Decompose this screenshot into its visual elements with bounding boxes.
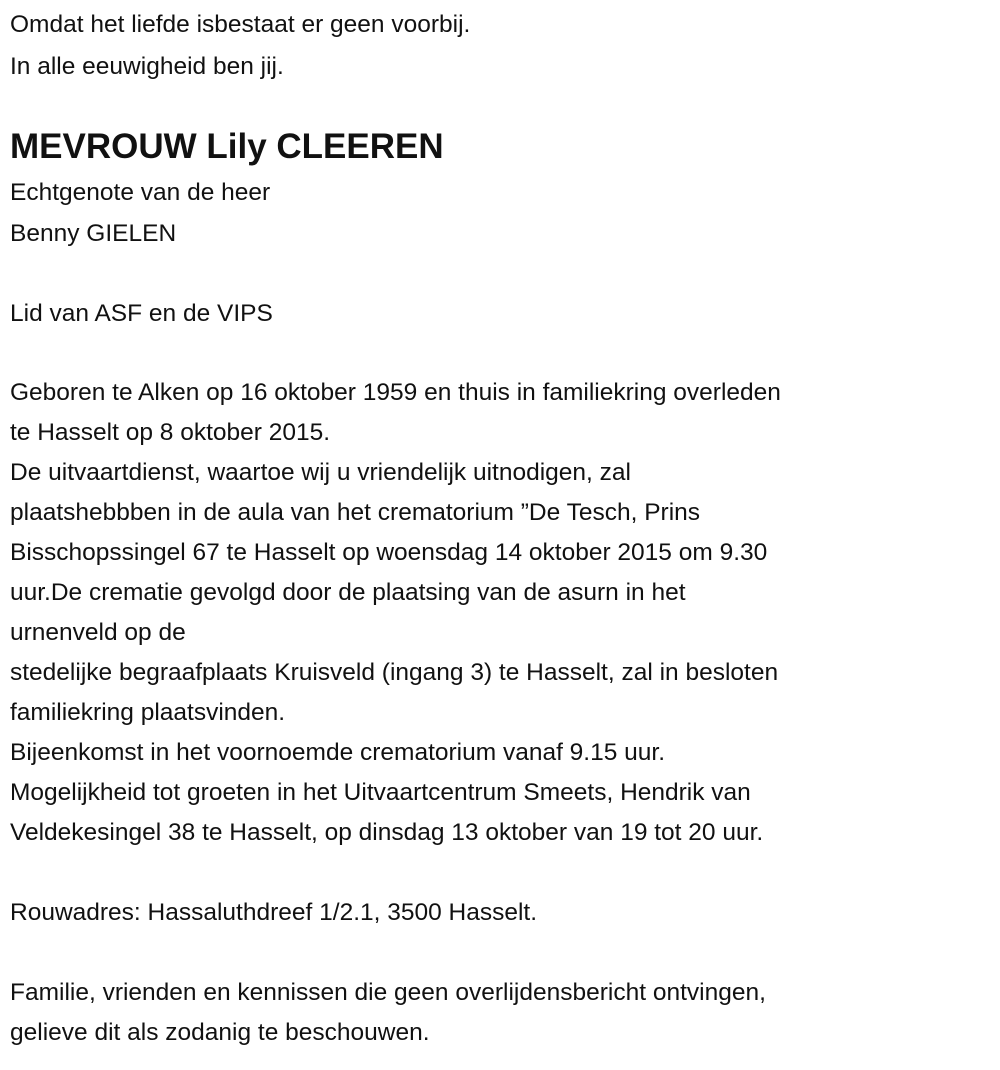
body-line: urnenveld op de xyxy=(10,619,186,646)
mourning-address: Rouwadres: Hassaluthdreef 1/2.1, 3500 Hasselt. xyxy=(10,899,538,926)
body-line: Geboren te Alken op 16 oktober 1959 en thuis in familiekring overleden xyxy=(10,379,781,406)
motto-line: In alle eeuwigheid ben jij. xyxy=(10,53,284,80)
closing-line: gelieve dit als zodanig te beschouwen. xyxy=(10,1019,430,1046)
spouse-line: Benny GIELEN xyxy=(10,220,177,247)
body-line: Mogelijkheid tot groeten in het Uitvaartcentrum Smeets, Hendrik van xyxy=(10,779,751,806)
body-line: stedelijke begraafplaats Kruisveld (ingang 3) te Hasselt, zal in besloten xyxy=(10,659,779,686)
body-line: uur.De crematie gevolgd door de plaatsing van de asurn in het xyxy=(10,579,686,606)
body-line: Bijeenkomst in het voornoemde crematorium vanaf 9.15 uur. xyxy=(10,739,666,766)
body-line: Veldekesingel 38 te Hasselt, op dinsdag 13 oktober van 19 tot 20 uur. xyxy=(10,819,764,846)
body-line: Bisschopssingel 67 te Hasselt op woensdag 14 oktober 2015 om 9.30 xyxy=(10,539,768,566)
deceased-name: MEVROUW Lily CLEEREN xyxy=(10,127,444,166)
body-line: plaatshebbben in de aula van het crematorium ”De Tesch, Prins xyxy=(10,499,701,526)
body-line: familiekring plaatsvinden. xyxy=(10,699,286,726)
body-line: De uitvaartdienst, waartoe wij u vriendelijk uitnodigen, zal xyxy=(10,459,631,486)
closing-line: Familie, vrienden en kennissen die geen overlijdensbericht ontvingen, xyxy=(10,979,766,1006)
motto-line: Omdat het liefde isbestaat er geen voorbij. xyxy=(10,11,471,38)
spouse-line: Echtgenote van de heer xyxy=(10,179,271,206)
membership: Lid van ASF en de VIPS xyxy=(10,300,273,327)
body-line: te Hasselt op 8 oktober 2015. xyxy=(10,419,331,446)
